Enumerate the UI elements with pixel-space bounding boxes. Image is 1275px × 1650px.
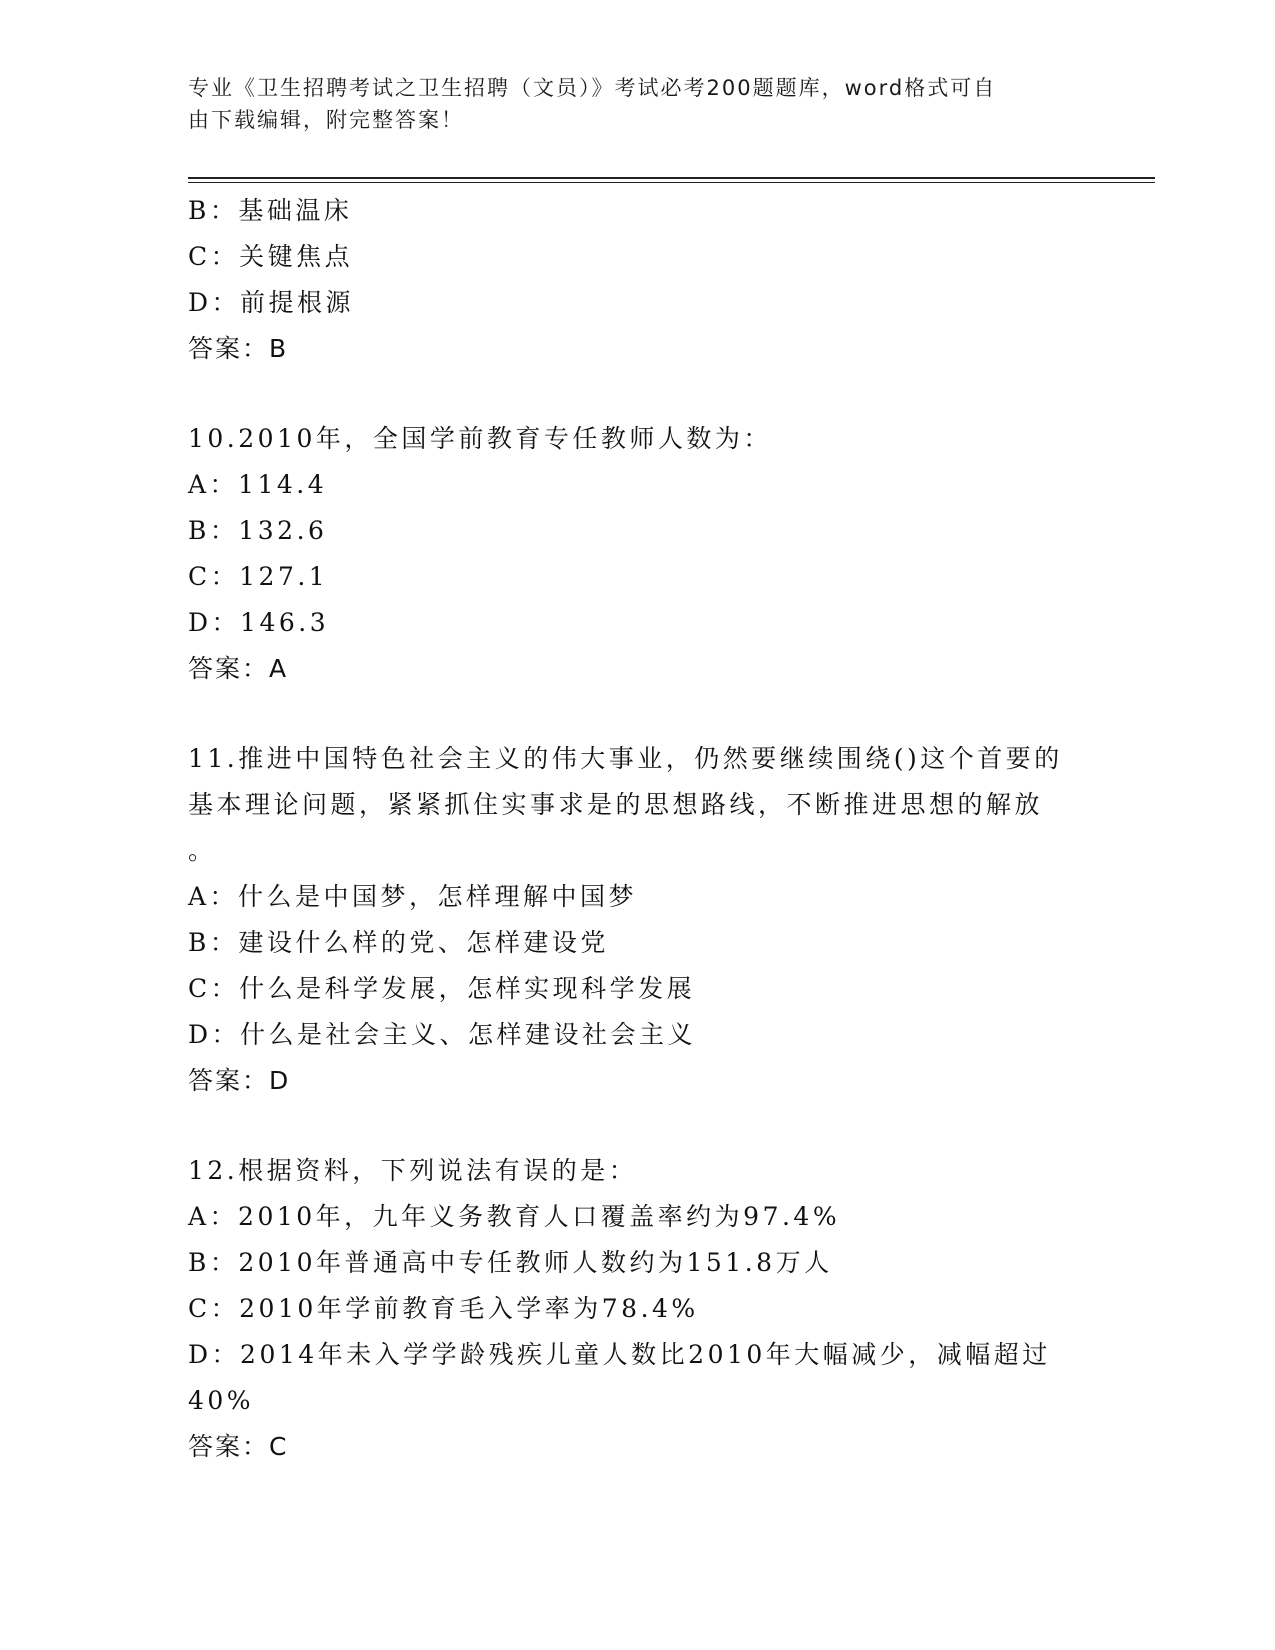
q12-option-a: A：2010年，九年义务教育人口覆盖率约为97.4% <box>188 1202 841 1231</box>
q11-stem-line-3: 。 <box>188 836 217 865</box>
q11-stem-line-2: 基本理论问题，紧紧抓住实事求是的思想路线，不断推进思想的解放 <box>188 790 1044 819</box>
spacer <box>188 372 1088 416</box>
q12-answer: 答案：C <box>188 1432 289 1461</box>
spacer <box>188 692 1088 736</box>
q9-option-c: C：关键焦点 <box>188 242 354 271</box>
q9-option-d: D：前提根源 <box>188 288 355 317</box>
q10-option-a: A：114.4 <box>188 470 328 499</box>
question-9 <box>188 188 1088 372</box>
q11-stem-line-1: 11.推进中国特色社会主义的伟大事业，仍然要继续围绕()这个首要的 <box>188 744 1063 773</box>
q12-option-c: C：2010年学前教育毛入学率为78.4% <box>188 1294 699 1323</box>
header-title-line-1: 专业《卫生招聘考试之卫生招聘（文员）》考试必考200题题库，word格式可自 <box>188 76 997 100</box>
q10-stem: 10.2010年，全国学前教育专任教师人数为： <box>188 424 772 453</box>
q11-option-b: B：建设什么样的党、怎样建设党 <box>188 928 609 957</box>
page-header <box>188 72 1068 136</box>
question-10 <box>188 416 1088 692</box>
header-rule-thick <box>188 177 1155 179</box>
q12-option-d-line-2: 40% <box>188 1386 255 1415</box>
q12-stem: 12.根据资料，下列说法有误的是： <box>188 1156 638 1185</box>
q11-option-c: C：什么是科学发展，怎样实现科学发展 <box>188 974 696 1003</box>
q10-option-d: D：146.3 <box>188 608 330 637</box>
header-title-line-2: 由下载编辑，附完整答案！ <box>188 108 464 132</box>
header-rule-thin <box>188 182 1155 183</box>
q9-answer: 答案：B <box>188 334 289 363</box>
question-11 <box>188 736 1088 1104</box>
q11-answer: 答案：D <box>188 1066 291 1095</box>
q12-option-b: B：2010年普通高中专任教师人数约为151.8万人 <box>188 1248 833 1277</box>
question-list <box>188 188 1088 1470</box>
question-12 <box>188 1148 1088 1470</box>
q10-option-b: B：132.6 <box>188 516 328 545</box>
q11-option-a: A：什么是中国梦，怎样理解中国梦 <box>188 882 638 911</box>
spacer <box>188 1104 1088 1148</box>
q10-answer: 答案：A <box>188 654 289 683</box>
q9-option-b: B：基础温床 <box>188 196 353 225</box>
q10-option-c: C：127.1 <box>188 562 329 591</box>
q11-option-d: D：什么是社会主义、怎样建设社会主义 <box>188 1020 697 1049</box>
q12-option-d-line-1: D：2014年未入学学龄残疾儿童人数比2010年大幅减少，减幅超过 <box>188 1340 1051 1369</box>
